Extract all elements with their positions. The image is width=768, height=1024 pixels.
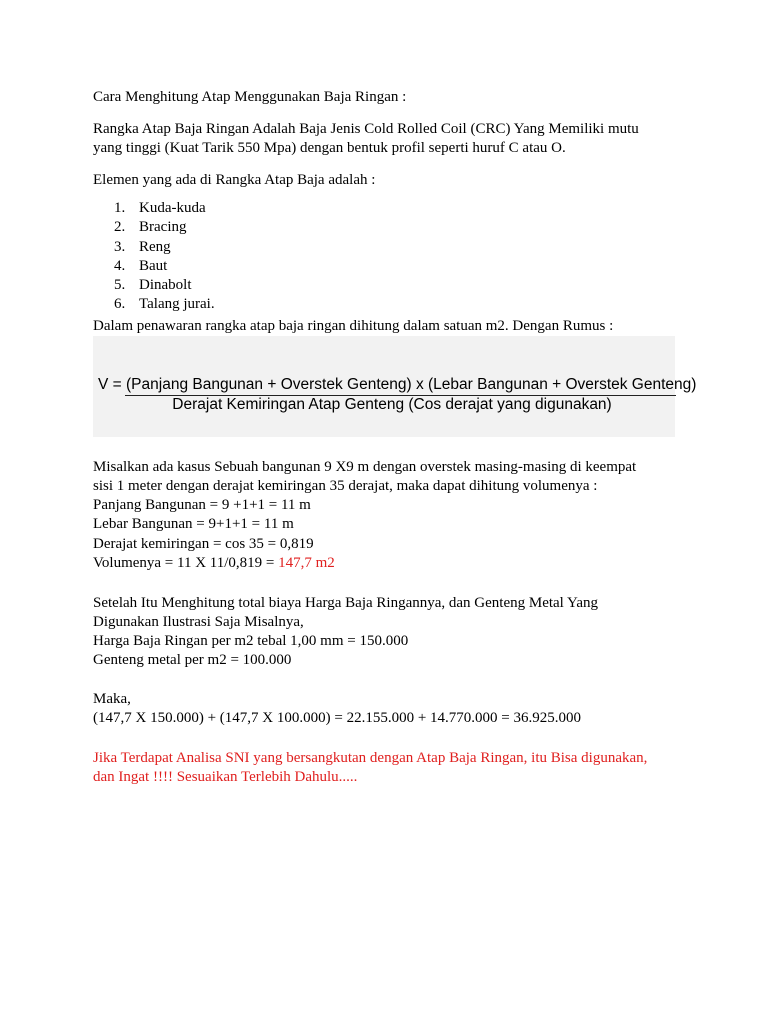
list-number: 4.: [114, 257, 126, 274]
list-item: [93, 199, 393, 218]
formula-image: [93, 336, 697, 437]
cost-line-1: Setelah Itu Menghitung total biaya Harga Baja Ringannya, dan Genteng Metal Yang: [93, 595, 599, 611]
panjang-line: Panjang Bangunan = 9 +1+1 = 11 m: [93, 497, 311, 513]
note-line-2: dan Ingat !!!! Sesuaikan Terlebih Dahulu.....: [93, 769, 358, 785]
list-number: 5.: [114, 277, 126, 294]
formula-numerator-line: [98, 376, 697, 394]
list-item: [93, 238, 393, 257]
list-label: Kuda-kuda: [139, 200, 206, 216]
document-title: Cara Menghitung Atap Menggunakan Baja Ringan :: [93, 89, 407, 105]
volume-prefix: Volumenya = 11 X 11/0,819 =: [93, 555, 279, 571]
volume-line: [93, 554, 693, 573]
formula-numerator: (Panjang Bangunan + Overstek Genteng) x (Lebar Bangunan + Overstek Genteng): [126, 376, 697, 393]
cost-line-2: Digunakan Ilustrasi Saja Misalnya,: [93, 614, 304, 630]
maka-line: Maka,: [93, 691, 131, 707]
intro-line-2: yang tinggi (Kuat Tarik 550 Mpa) dengan bentuk profil seperti huruf C atau O.: [93, 140, 566, 156]
elements-heading: Elemen yang ada di Rangka Atap Baja adalah :: [93, 172, 376, 188]
formula-prefix: V =: [98, 376, 127, 393]
harga-baja-line: Harga Baja Ringan per m2 tebal 1,00 mm = 150.000: [93, 633, 409, 649]
list-number: 1.: [114, 200, 126, 216]
list-item: [93, 218, 393, 237]
genteng-line: Genteng metal per m2 = 100.000: [93, 652, 292, 668]
volume-value: 147,7 m2: [278, 555, 335, 571]
elements-list: [93, 199, 393, 315]
example-line-2: sisi 1 meter dengan derajat kemiringan 35 derajat, maka dapat dihitung volumenya :: [93, 478, 598, 494]
list-label: Reng: [139, 238, 171, 255]
intro-line-1: Rangka Atap Baja Ringan Adalah Baja Jenis Cold Rolled Coil (CRC) Yang Memiliki mutu: [93, 121, 639, 137]
list-label: Dinabolt: [139, 277, 192, 294]
example-line-1: Misalkan ada kasus Sebuah bangunan 9 X9 m dengan overstek masing-masing di keempat: [93, 459, 637, 475]
list-item: [93, 295, 393, 314]
list-label: Talang jurai.: [139, 296, 215, 313]
derajat-line: Derajat kemiringan = cos 35 = 0,819: [93, 536, 314, 552]
rumus-line: Dalam penawaran rangka atap baja ringan dihitung dalam satuan m2. Dengan Rumus :: [93, 318, 614, 334]
lebar-line: Lebar Bangunan = 9+1+1 = 11 m: [93, 516, 294, 532]
list-number: 2.: [114, 219, 126, 236]
calculation-line: (147,7 X 150.000) + (147,7 X 100.000) = 22.155.000 + 14.770.000 = 36.925.000: [93, 710, 581, 726]
list-number: 3.: [114, 238, 126, 255]
list-item: [93, 257, 393, 276]
list-label: Baut: [139, 257, 168, 274]
list-item: [93, 276, 393, 295]
note-line-1: Jika Terdapat Analisa SNI yang bersangkutan dengan Atap Baja Ringan, itu Bisa digunakan,: [93, 750, 648, 766]
list-label: Bracing: [139, 219, 187, 236]
formula-denominator: Derajat Kemiringan Atap Genteng (Cos derajat yang digunakan): [172, 396, 612, 413]
list-number: 6.: [114, 296, 126, 313]
